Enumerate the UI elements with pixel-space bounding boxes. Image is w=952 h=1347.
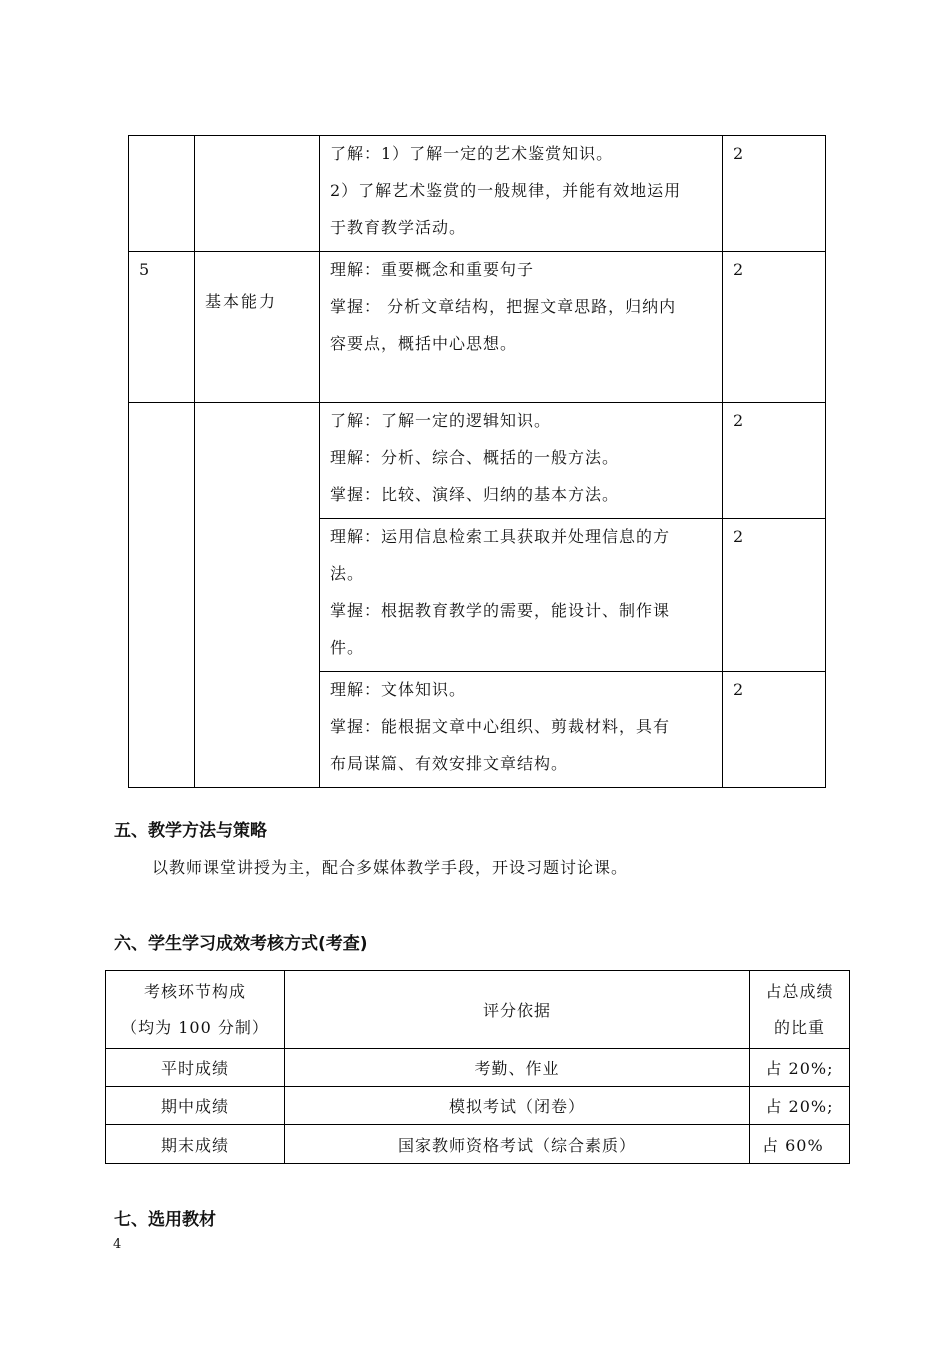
category-cell bbox=[195, 136, 320, 252]
row-number-cell bbox=[129, 403, 195, 788]
item-cell: 平时成绩 bbox=[106, 1049, 285, 1087]
content-cell bbox=[320, 403, 723, 519]
item-cell: 期中成绩 bbox=[106, 1087, 285, 1125]
score-cell: 2 bbox=[723, 672, 826, 788]
weight-cell: 占 60% bbox=[750, 1125, 850, 1164]
section-heading-teaching-methods: 五、教学方法与策略 bbox=[114, 821, 267, 841]
content-line: 容要点，概括中心思想。 bbox=[330, 334, 518, 353]
score-cell: 2 bbox=[723, 136, 826, 252]
score-cell: 2 bbox=[723, 252, 826, 403]
section-heading-textbooks: 七、选用教材 bbox=[114, 1210, 216, 1230]
table-row bbox=[129, 403, 826, 519]
content-line: 了解：1）了解一定的艺术鉴赏知识。 bbox=[330, 144, 614, 163]
content-line: 布局谋篇、有效安排文章结构。 bbox=[330, 754, 569, 773]
teaching-methods-text: 以教师课堂讲授为主，配合多媒体教学手段，开设习题讨论课。 bbox=[152, 858, 629, 877]
content-line: 掌握：能根据文章中心组织、剪裁材料，具有 bbox=[330, 717, 671, 736]
basis-cell: 模拟考试（闭卷） bbox=[285, 1087, 750, 1125]
content-line: 于教育教学活动。 bbox=[330, 218, 467, 237]
content-line: 掌握： 分析文章结构，把握文章思路，归纳内 bbox=[330, 297, 677, 316]
table-row bbox=[129, 252, 826, 403]
ability-table bbox=[128, 135, 826, 788]
category-cell: 基本能力 bbox=[195, 252, 320, 403]
content-line: 掌握：比较、演绎、归纳的基本方法。 bbox=[330, 485, 620, 504]
assessment-table bbox=[105, 970, 850, 1164]
table-row bbox=[106, 1087, 850, 1125]
content-line: 理解：重要概念和重要句子 bbox=[330, 260, 535, 279]
content-cell bbox=[320, 136, 723, 252]
content-line: 了解：了解一定的逻辑知识。 bbox=[330, 411, 552, 430]
content-cell bbox=[320, 672, 723, 788]
content-cell bbox=[320, 252, 723, 403]
category-cell bbox=[195, 403, 320, 788]
table-row bbox=[129, 136, 826, 252]
content-line: 理解：文体知识。 bbox=[330, 680, 467, 699]
table-row bbox=[106, 1125, 850, 1164]
weight-cell: 占 20%; bbox=[750, 1087, 850, 1125]
content-line: 理解：分析、综合、概括的一般方法。 bbox=[330, 448, 620, 467]
content-line: 法。 bbox=[330, 564, 365, 583]
table-header-row bbox=[106, 971, 850, 1049]
header-cell-weight: 占总成绩 的比重 bbox=[750, 971, 850, 1049]
row-number-cell bbox=[129, 136, 195, 252]
basis-cell: 考勤、作业 bbox=[285, 1049, 750, 1087]
content-line: 掌握：根据教育教学的需要，能设计、制作课 bbox=[330, 601, 671, 620]
content-line: 件。 bbox=[330, 638, 365, 657]
weight-cell: 占 20%; bbox=[750, 1049, 850, 1087]
basis-cell: 国家教师资格考试（综合素质） bbox=[285, 1125, 750, 1164]
content-line: 理解：运用信息检索工具获取并处理信息的方 bbox=[330, 527, 671, 546]
table-row bbox=[106, 1049, 850, 1087]
content-cell bbox=[320, 519, 723, 672]
row-number-cell: 5 bbox=[129, 252, 195, 403]
header-cell-item: 考核环节构成 （均为 100 分制） bbox=[106, 971, 285, 1049]
score-cell: 2 bbox=[723, 403, 826, 519]
item-cell: 期末成绩 bbox=[106, 1125, 285, 1164]
score-cell: 2 bbox=[723, 519, 826, 672]
content-line: 2）了解艺术鉴赏的一般规律，并能有效地运用 bbox=[330, 181, 682, 200]
page-number: 4 bbox=[113, 1237, 122, 1252]
section-heading-assessment: 六、学生学习成效考核方式(考查) bbox=[114, 934, 368, 954]
header-cell-basis: 评分依据 bbox=[285, 971, 750, 1049]
